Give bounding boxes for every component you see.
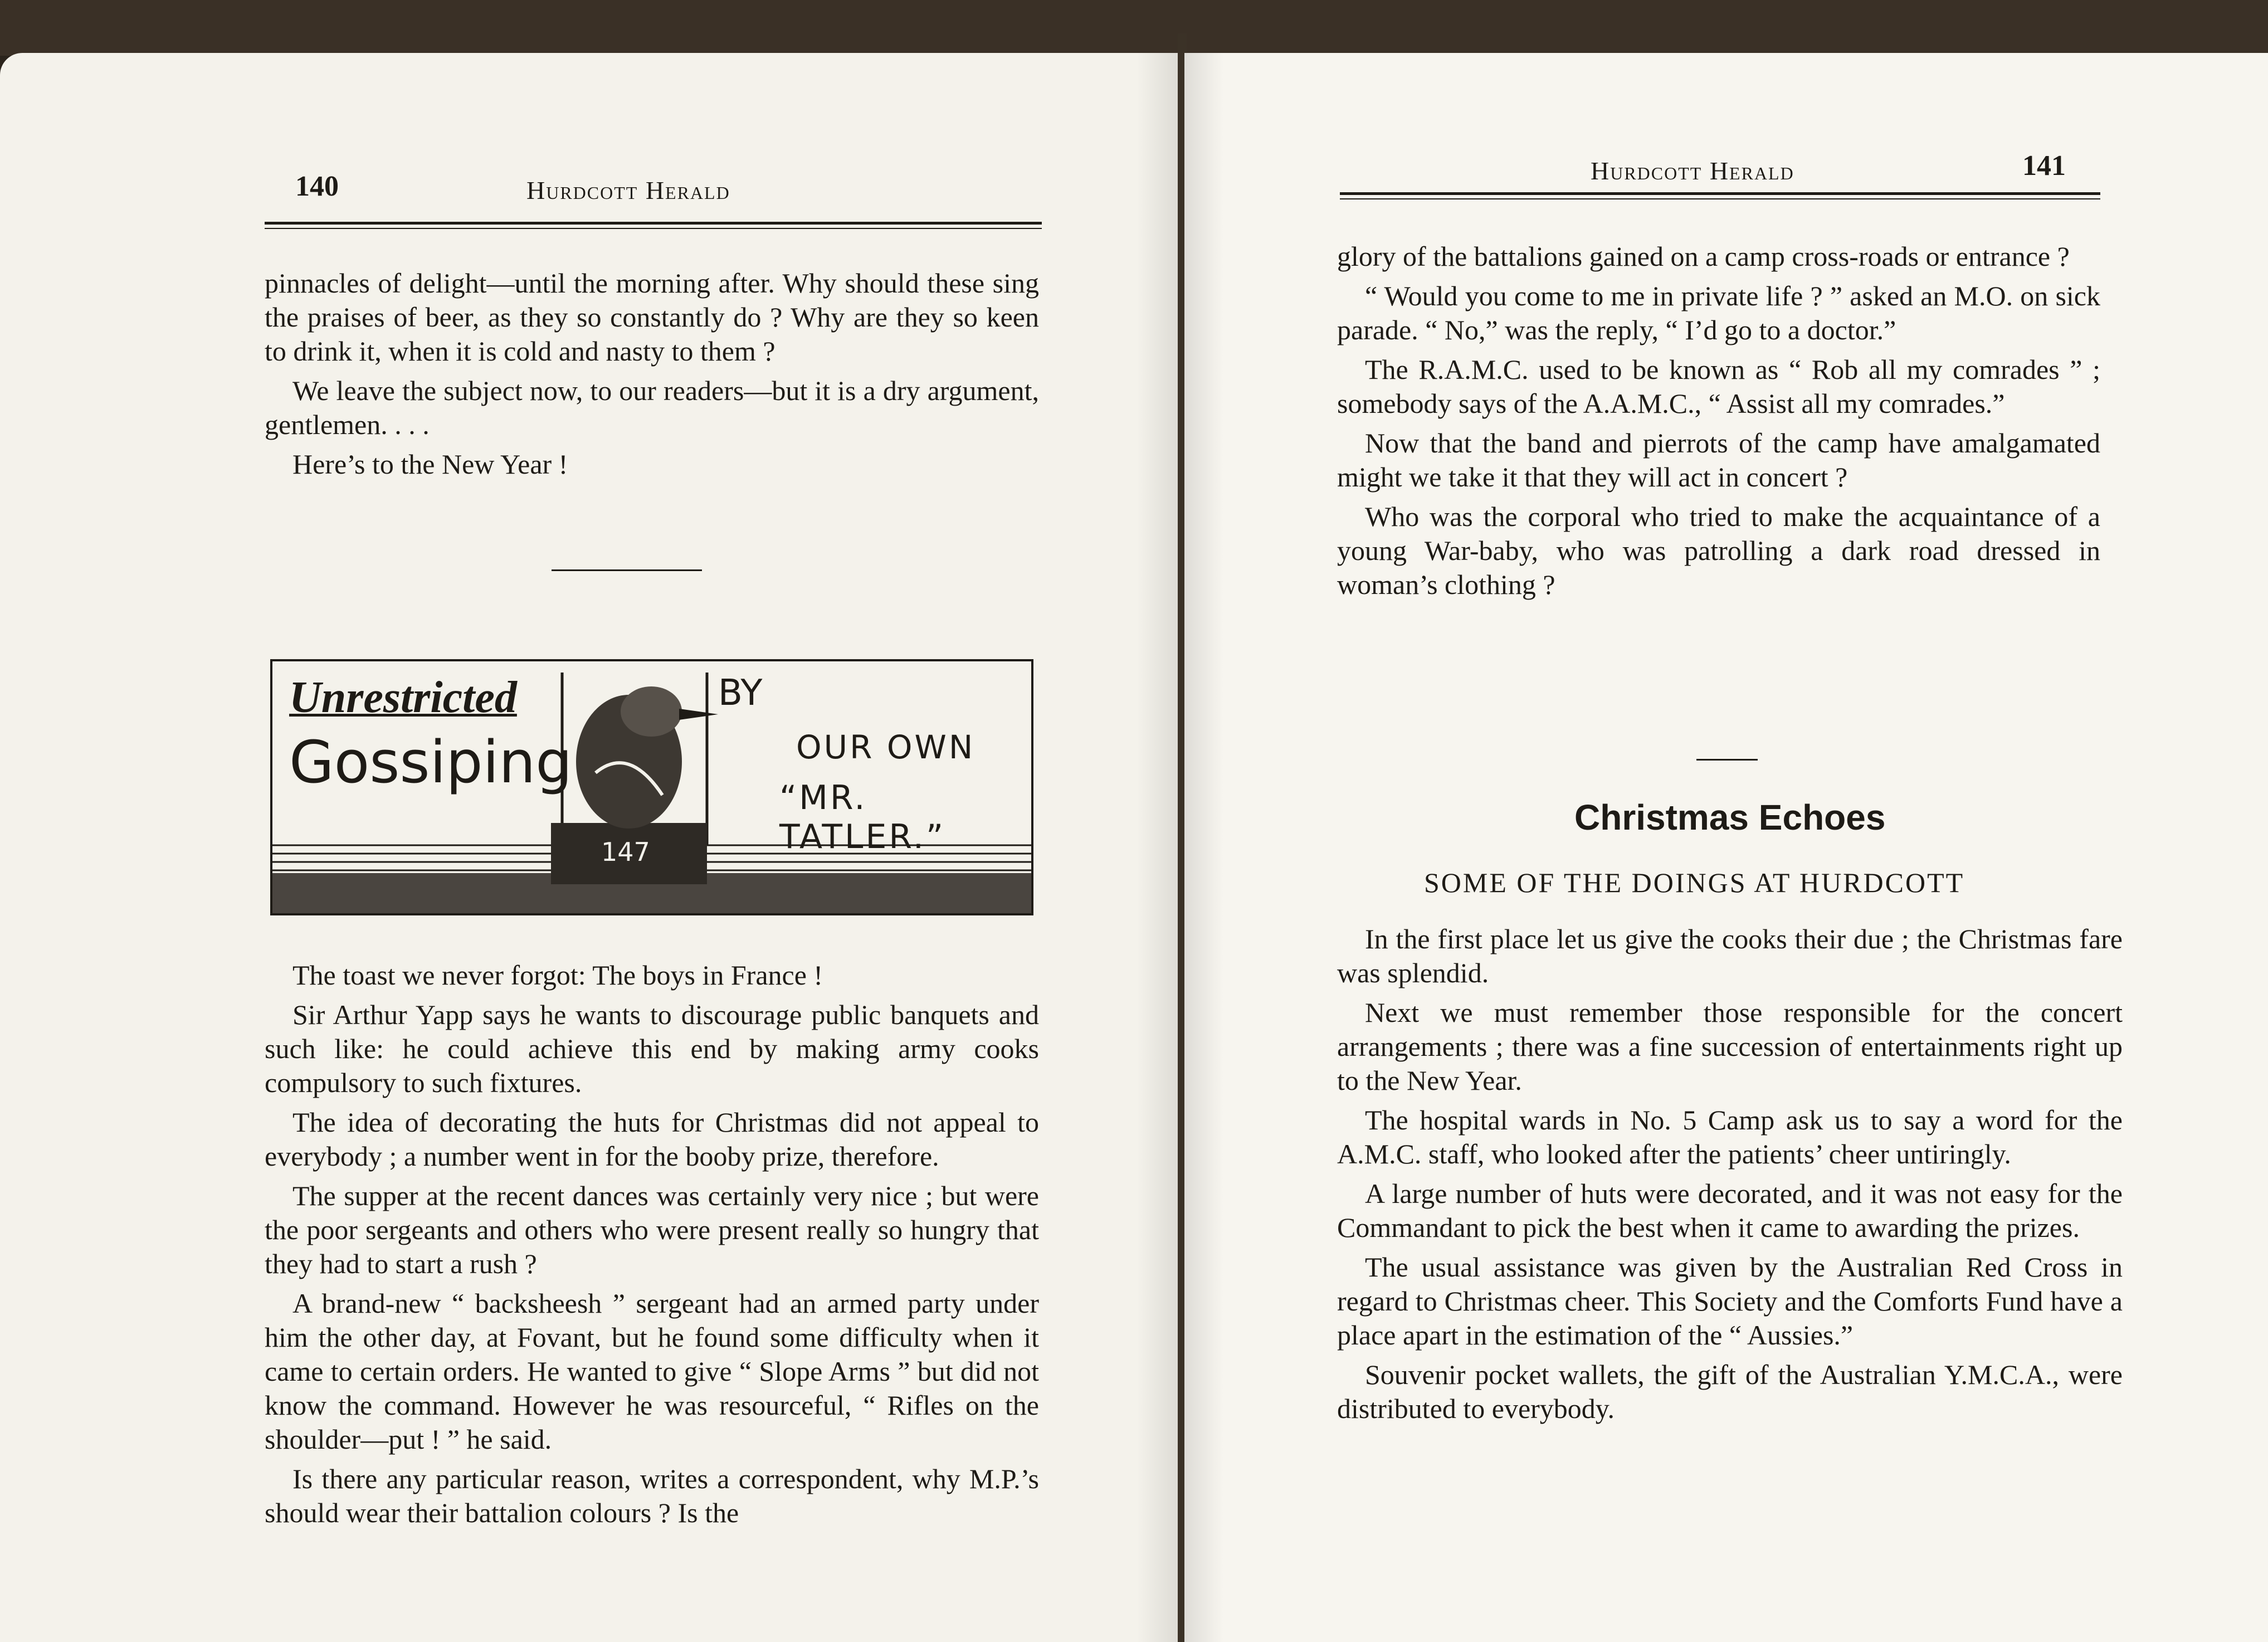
- paragraph: The R.A.M.C. used to be known as “ Rob all my comrades ” ; somebody says of the A.A.M.C., “ Assist all my comrades.”: [1337, 354, 2100, 419]
- left-header-rule: [265, 222, 1042, 229]
- right-header-rule: [1340, 192, 2100, 199]
- right-page-number: 141: [2022, 150, 2066, 182]
- paragraph: The supper at the recent dances was certainly very nice ; but were the poor sergeants and others who were present really so hungry that they had to start a rush ?: [265, 1180, 1039, 1279]
- book-cover-edge: [0, 0, 2268, 56]
- paragraph: Sir Arthur Yapp says he wants to discourage public banquets and such like: he could achieve this end by making army cooks compulsory to such fixtures.: [265, 999, 1039, 1098]
- masthead-boat-number: 147: [601, 837, 650, 867]
- paragraph: The toast we never forgot: The boys in France !: [292, 959, 823, 991]
- left-page-number: 140: [295, 170, 339, 202]
- paragraph: We leave the subject now, to our readers—but it is a dry argument, gentlemen. . . .: [265, 375, 1039, 440]
- paragraph: “ Would you come to me in private life ? ” asked an M.O. on sick parade. “ No,” was the reply, “ I’d go to a doctor.”: [1337, 280, 2100, 345]
- left-page-header: [295, 170, 339, 203]
- paragraph: A brand-new “ backsheesh ” sergeant had an armed party under him the other day, at Fovant, but he found some difficulty when it came to certain orders. He wanted to give “ Slope Arms ” but did not know the command. However he was resourceful, “ Rifles on the shoulder—put ! ” he said.: [265, 1288, 1039, 1455]
- right-page-header: [2022, 149, 2066, 182]
- paragraph: The idea of decorating the huts for Christmas did not appeal to everybody ; a number went in for the booby prize, therefore.: [265, 1107, 1039, 1172]
- paragraph: In the first place let us give the cooks their due ; the Christmas fare was splendid.: [1337, 923, 2123, 988]
- paragraph: The usual assistance was given by the Australian Red Cross in regard to Christmas cheer. This Society and the Comforts Fund have a place apart in the estimation of the “ Aussies.”: [1337, 1251, 2123, 1351]
- masthead-our-own: OUR OWN: [796, 728, 976, 766]
- left-section-divider: [552, 569, 702, 571]
- paragraph: The hospital wards in No. 5 Camp ask us to say a word for the A.M.C. staff, who looked after the patients’ cheer untiringly.: [1337, 1104, 2123, 1170]
- paragraph: A large number of huts were decorated, and it was not easy for the Commandant to pick the best when it came to awarding the prizes.: [1337, 1178, 2123, 1243]
- paragraph: Who was the corporal who tried to make the acquaintance of a young War-baby, who was patrolling a dark road dressed in woman’s clothing ?: [1337, 501, 2100, 600]
- masthead-gossiping: Gossiping: [289, 728, 573, 796]
- masthead-unrestricted: Unrestricted: [289, 673, 517, 722]
- right-page-shadow: [1184, 53, 1223, 1642]
- right-running-head-wrap: [1591, 156, 1794, 186]
- right-top-text: [1337, 240, 2100, 607]
- paragraph: Is there any particular reason, writes a correspondent, why M.P.’s should wear their battalion colours ? Is the: [265, 1463, 1039, 1528]
- left-bottom-text: [265, 958, 1039, 1536]
- section-subtitle: SOME OF THE DOINGS AT HURDCOTT: [1424, 867, 1965, 898]
- paragraph: Here’s to the New Year !: [292, 449, 568, 480]
- paragraph: Next we must remember those responsible for the concert arrangements ; there was a fine succession of entertainments right up to the New Year.: [1337, 997, 2123, 1096]
- paragraph: pinnacles of delight—until the morning after. Why should these sing the praises of beer, as they so constantly do ? Why are they so keen to drink it, when it is cold and nasty to them ?: [265, 267, 1039, 367]
- paragraph: glory of the battalions gained on a camp cross-roads or entrance ?: [1337, 241, 2070, 272]
- left-page-shadow: [1137, 53, 1181, 1642]
- gossip-masthead-illustration: [270, 659, 1033, 915]
- section-title: Christmas Echoes: [1574, 797, 1886, 837]
- left-running-head: Hurdcott Herald: [526, 176, 730, 204]
- left-running-head-wrap: [526, 176, 730, 205]
- christmas-echoes-text: [1337, 922, 2123, 1431]
- masthead-mr-tatler: “MR. TATLER.”: [779, 778, 946, 856]
- paragraph: Souvenir pocket wallets, the gift of the Australian Y.M.C.A., were distributed to everybody.: [1337, 1359, 2123, 1424]
- left-top-text: [265, 266, 1039, 487]
- paragraph: Now that the band and pierrots of the camp have amalgamated might we take it that they will act in concert ?: [1337, 427, 2100, 493]
- masthead-by: BY: [718, 673, 763, 714]
- right-section-divider: [1696, 759, 1758, 761]
- right-running-head: Hurdcott Herald: [1591, 157, 1794, 185]
